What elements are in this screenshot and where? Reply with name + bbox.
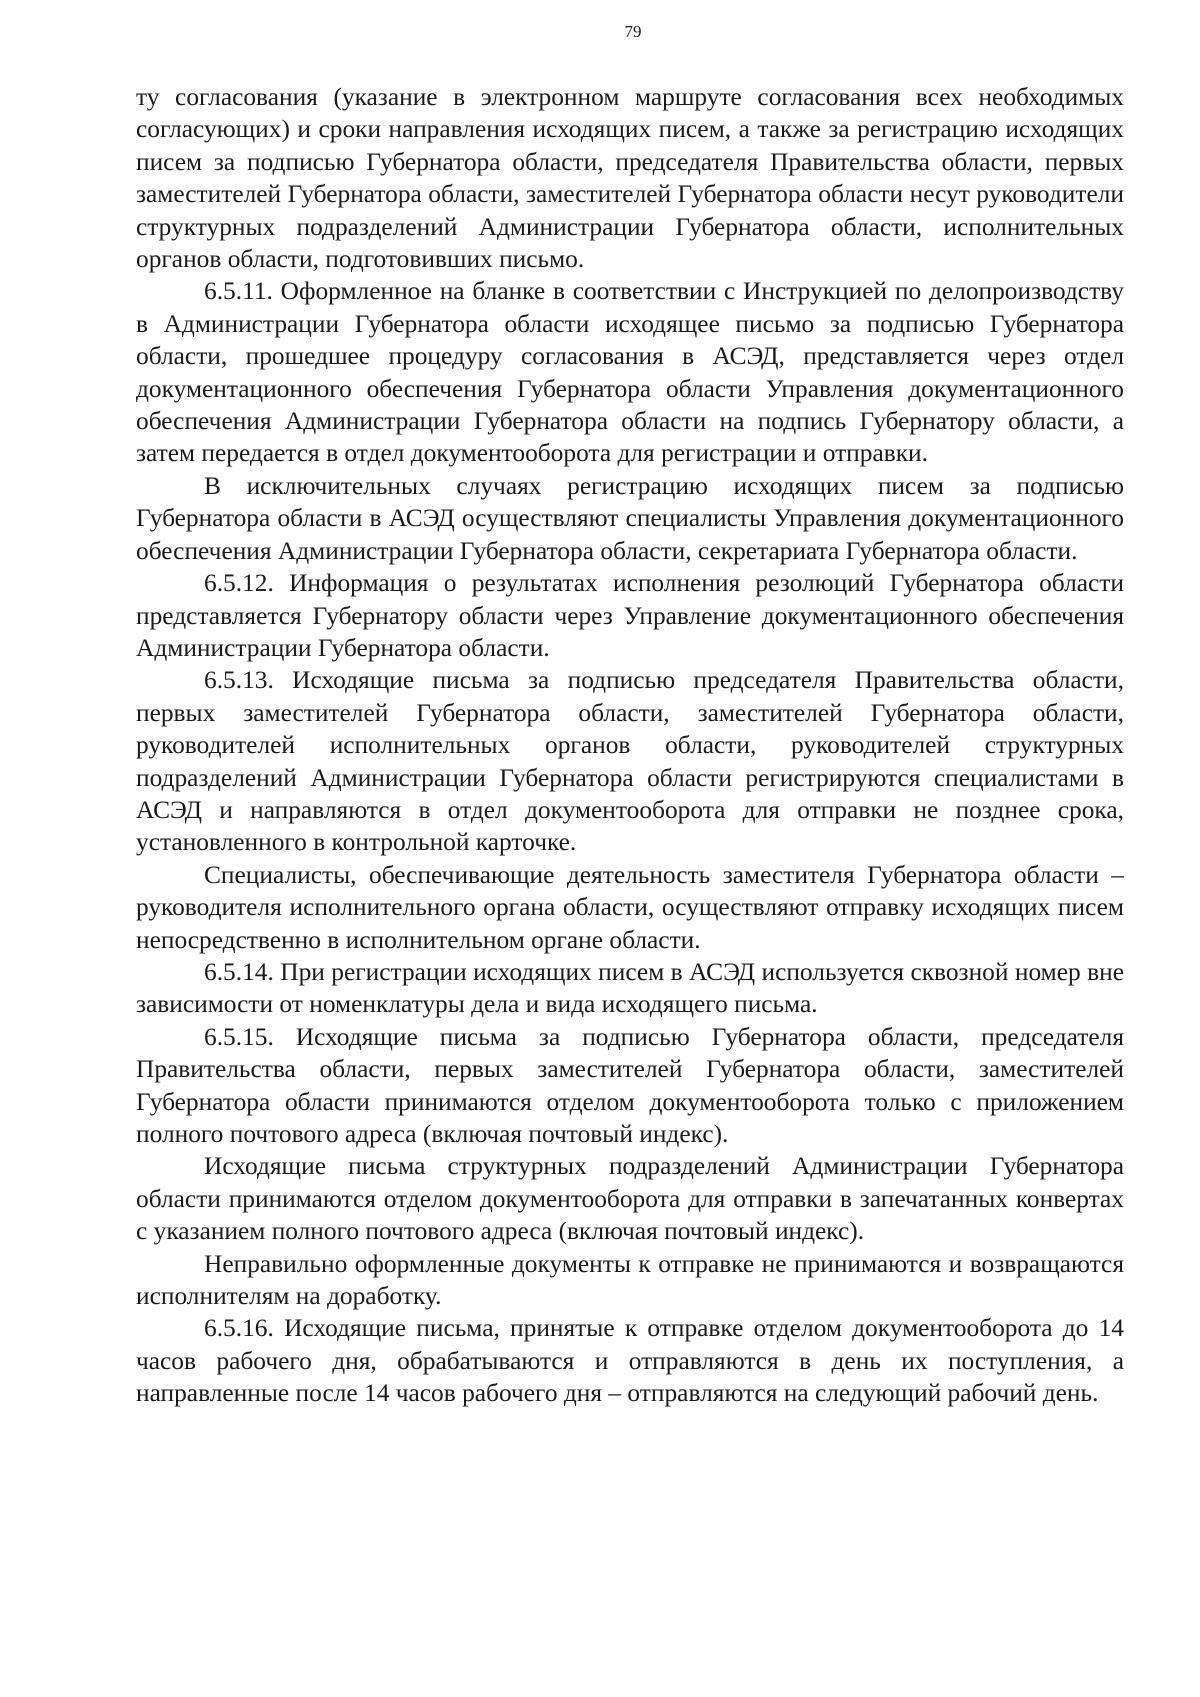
paragraph-incorrect-documents: Неправильно оформленные документы к отправке не принимаются и возвращаются исполнителям на доработку. — [136, 1249, 1124, 1311]
paragraph-exceptional-cases: В исключительных случаях регистрацию исходящих писем за подписью Губернатора области в АСЭД осуществляют специалисты Управления документационного обеспечения Администрации Губернатора области, секретариата Губернатора области. — [136, 471, 1124, 565]
paragraph-6-5-11: 6.5.11. Оформленное на бланке в соответствии с Инструкцией по делопроизводству в Администрации Губернатора области исходящее письмо за подписью Губернатора области, прошедшее процедуру согласования в АСЭД, представляется через отдел документационного обеспечения Губернатора области Управления документационного обеспечения Администрации Губернатора области на подпись Губернатору области, а затем передается в отдел документооборота для регистрации и отправки. — [136, 277, 1124, 468]
paragraph-6-5-14: 6.5.14. При регистрации исходящих писем в АСЭД используется сквозной номер вне зависимости от номенклатуры дела и вида исходящего письма. — [136, 957, 1124, 1019]
paragraph-6-5-15: 6.5.15. Исходящие письма за подписью Губернатора области, председателя Правительства области, первых заместителей Губернатора области, заместителей Губернатора области принимаются отделом документооборота только с приложением полного почтового адреса (включая почтовый индекс). — [136, 1022, 1124, 1148]
document-body — [136, 81, 1124, 1410]
paragraph-6-5-13: 6.5.13. Исходящие письма за подписью председателя Правительства области, первых заместителей Губернатора области, заместителей Губернатора области, руководителей исполнительных органов области, руководителей структурных подразделений Администрации Губернатора области регистрируются специалистами в АСЭД и направляются в отдел документооборота для отправки не позднее срока, установленного в контрольной карточке. — [136, 666, 1124, 857]
paragraph-structural-letters: Исходящие письма структурных подразделений Администрации Губернатора области принимаются отделом документооборота для отправки в запечатанных конвертах с указанием полного почтового адреса (включая почтовый индекс). — [136, 1152, 1124, 1246]
paragraph-6-5-16: 6.5.16. Исходящие письма, принятые к отправке отделом документооборота до 14 часов рабочего дня, обрабатываются и отправляются в день их поступления, а направленные после 14 часов рабочего дня – отправляются на следующий рабочий день. — [136, 1314, 1124, 1408]
paragraph-6-5-12: 6.5.12. Информация о результатах исполнения резолюций Губернатора области представляется Губернатору области через Управление документационного обеспечения Администрации Губернатора области. — [136, 569, 1124, 662]
page-number: 79 — [624, 22, 642, 41]
paragraph-continuation: ту согласования (указание в электронном маршруте согласования всех необходимых согласующих) и сроки направления исходящих писем, а также за регистрацию исходящих писем за подписью Губернатора области, председателя Правительства области, первых заместителей Губернатора области, заместителей Губернатора области несут руководители структурных подразделений Администрации Губернатора области, исполнительных органов области, подготовивших письмо. — [136, 83, 1124, 274]
paragraph-specialists: Специалисты, обеспечивающие деятельность заместителя Губернатора области – руководителя исполнительного органа области, осуществляют отправку исходящих писем непосредственно в исполнительном органе области. — [136, 860, 1124, 954]
